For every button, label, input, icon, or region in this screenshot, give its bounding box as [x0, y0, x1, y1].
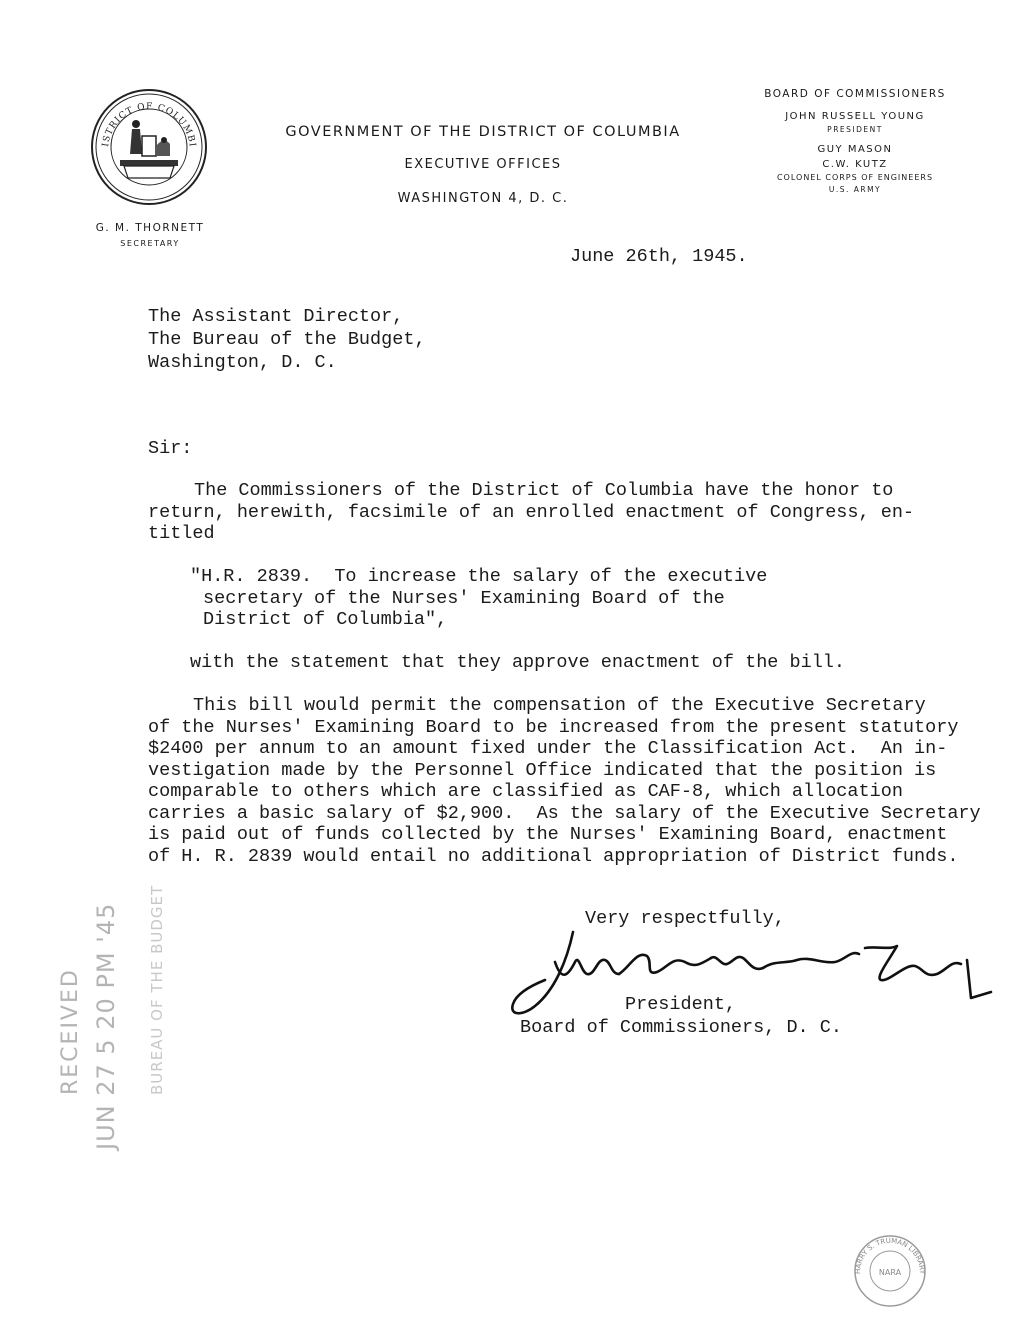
quote-line: District of Columbia", — [203, 609, 448, 630]
secretary-title: SECRETARY — [120, 239, 180, 248]
paragraph-line: This bill would permit the compensation of the Executive Secretary — [193, 695, 926, 716]
district-seal — [90, 88, 208, 206]
paragraph-line: vestigation made by the Personnel Office indicated that the position is — [148, 760, 937, 781]
bureau-stamp: BUREAU OF THE BUDGET — [148, 884, 166, 1095]
signer-title: President, — [625, 994, 737, 1015]
address-line: The Bureau of the Budget, — [148, 329, 426, 350]
letter-date: June 26th, 1945. — [570, 246, 748, 267]
address-line: Washington, D. C. — [148, 352, 337, 373]
board-heading: BOARD OF COMMISSIONERS — [764, 88, 946, 100]
paragraph-line: carries a basic salary of $2,900. As the salary of the Executive Secretary — [148, 803, 981, 824]
salutation: Sir: — [148, 438, 193, 459]
board-member-name: JOHN RUSSELL YOUNG — [785, 111, 925, 122]
closing: Very respectfully, — [585, 908, 785, 929]
paragraph-line: is paid out of funds collected by the Nurses' Examining Board, enactment — [148, 824, 948, 845]
org-name: GOVERNMENT OF THE DISTRICT OF COLUMBIA — [285, 124, 681, 140]
org-address: WASHINGTON 4, D. C. — [397, 191, 569, 206]
paragraph-line: of the Nurses' Examining Board to be increased from the present statutory — [148, 717, 959, 738]
board-member-title: PRESIDENT — [827, 125, 883, 134]
paragraph-line: return, herewith, facsimile of an enrolled enactment of Congress, en- — [148, 502, 915, 523]
board-member-title: U.S. ARMY — [828, 185, 882, 194]
quote-line: "H.R. 2839. To increase the salary of the executive — [190, 566, 768, 587]
signature — [505, 920, 995, 1025]
quote-line: secretary of the Nurses' Examining Board of the — [203, 588, 725, 609]
board-member-title: COLONEL CORPS OF ENGINEERS — [776, 173, 934, 182]
paragraph-line: $2400 per annum to an amount fixed under the Classification Act. An in- — [148, 738, 948, 759]
archive-stamp-label: NARA — [878, 1268, 902, 1277]
paragraph-line: with the statement that they approve enactment of the bill. — [190, 652, 846, 673]
paragraph-line: comparable to others which are classified as CAF-8, which allocation — [148, 781, 903, 802]
paragraph-line: The Commissioners of the District of Columbia have the honor to — [194, 480, 894, 501]
archive-stamp — [852, 1233, 928, 1309]
signer-organization: Board of Commissioners, D. C. — [520, 1017, 842, 1038]
board-member-name: GUY MASON — [817, 144, 893, 155]
org-office: EXECUTIVE OFFICES — [404, 157, 562, 172]
board-list — [750, 86, 960, 194]
received-date-stamp: JUN 27 5 20 PM '45 — [92, 902, 120, 1150]
board-member-name: C.W. KUTZ — [822, 159, 888, 170]
received-stamp: RECEIVED — [58, 968, 83, 1095]
secretary-name: G. M. THORNETT — [95, 222, 205, 234]
address-line: The Assistant Director, — [148, 306, 404, 327]
paragraph-line: of H. R. 2839 would entail no additional appropriation of District funds. — [148, 846, 959, 867]
svg-text:DISTRICT OF COLUMBIA: ISTRICT OF COLUMBI — [101, 101, 197, 149]
paragraph-line: titled — [148, 523, 215, 544]
svg-text:HARRY S. TRUMAN LIBRARY: HARRY S. TRUMAN LIBRARY — [853, 1236, 927, 1275]
